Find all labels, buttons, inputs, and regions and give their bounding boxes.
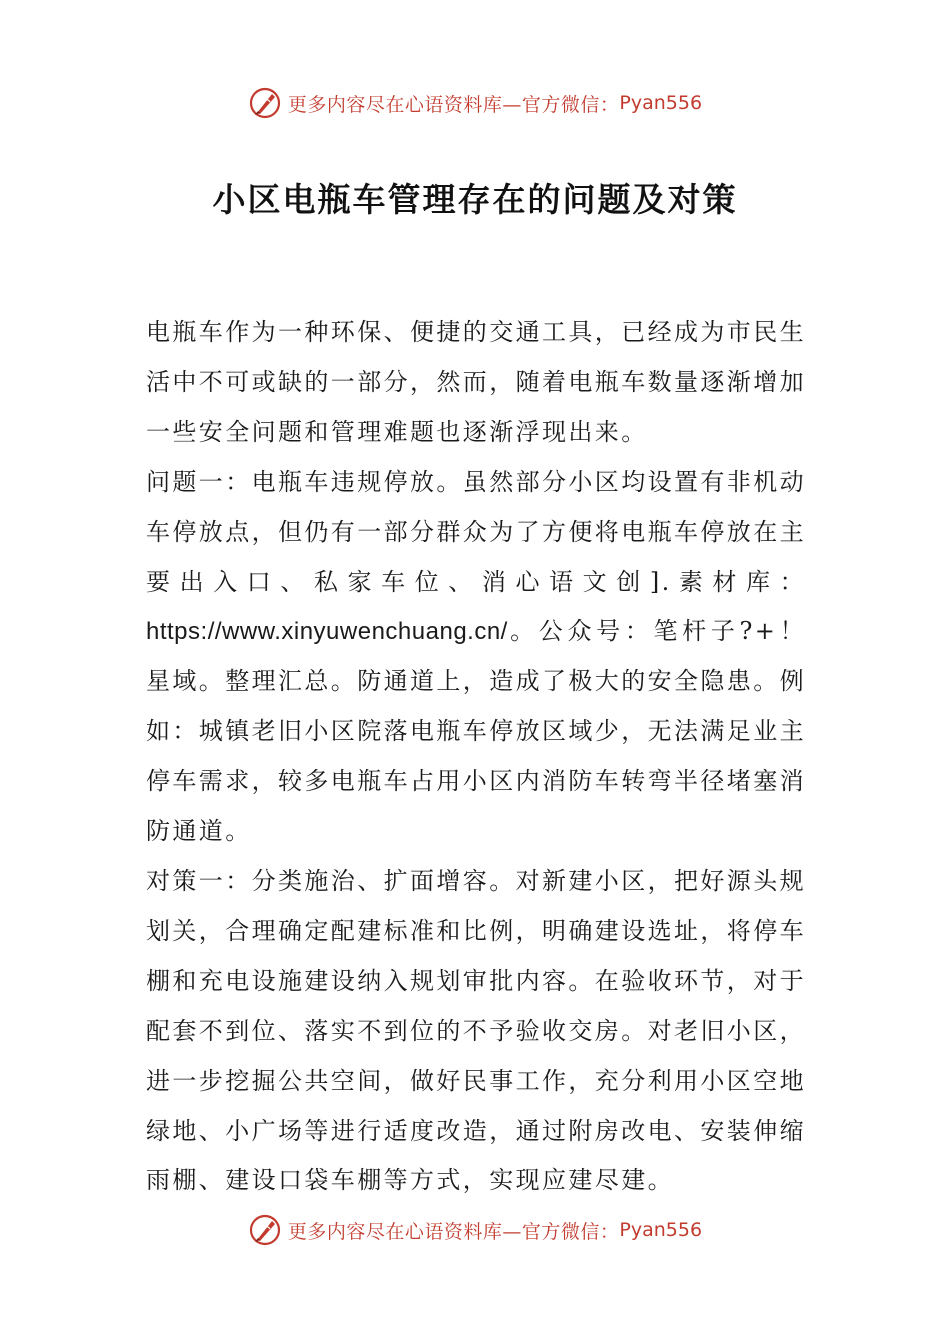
wechat-id: Pyan556 xyxy=(619,92,703,114)
quill-pen-logo-icon xyxy=(248,86,282,120)
footer-banner xyxy=(0,1210,950,1250)
wechat-id: Pyan556 xyxy=(619,1219,703,1241)
problem-one-text-end: 。公众号：笔杆子?+！星域。整理汇总。防通道上，造成了极大的安全隐患。例如：城镇老旧小区院落电瓶车停放区域少，无法满足业主停车需求，较多电瓶车占用小区内消防车转弯半径堵塞消防通道。 xyxy=(146,617,806,846)
banner-text: 更多内容尽在心语资料库—官方微信： xyxy=(287,1220,620,1243)
quill-pen-logo-icon xyxy=(248,1213,282,1247)
paragraph-solution-one: 对策一：分类施治、扩面增容。对新建小区，把好源头规划关，合理确定配建标准和比例，明确建设选址，将停车棚和充电设施建设纳入规划审批内容。在验收环节，对于配套不到位、落实不到位的不予验收交房。对老旧小区，进一步挖掘公共空间，做好民事工作，充分利用小区空地绿地、小广场等进行适度改造，通过附房改电、安装伸缩雨棚、建设口袋车棚等方式，实现应建尽建。 xyxy=(146,866,806,1195)
paragraph-intro: 电瓶车作为一种环保、便捷的交通工具，已经成为市民生活中不可或缺的一部分，然而，随着电瓶车数量逐渐增加一些安全问题和管理难题也逐渐浮现出来。 xyxy=(146,318,806,446)
paragraph-problem-one xyxy=(146,458,806,857)
document-body xyxy=(146,308,806,1206)
problem-one-text-start: 问题一：电瓶车违规停放。虽然部分小区均设置有非机动车停放点，但仍有一部分群众为了方便将电瓶车停放在主要出入口、私家车位、消心语文创].素材库： xyxy=(146,467,806,596)
page-title: 小区电瓶车管理存在的问题及对策 xyxy=(212,180,738,219)
header-banner xyxy=(0,83,950,123)
resource-url: https://www.xinyuwenchuang.cn/ xyxy=(146,618,508,646)
banner-text: 更多内容尽在心语资料库—官方微信： xyxy=(287,93,620,116)
